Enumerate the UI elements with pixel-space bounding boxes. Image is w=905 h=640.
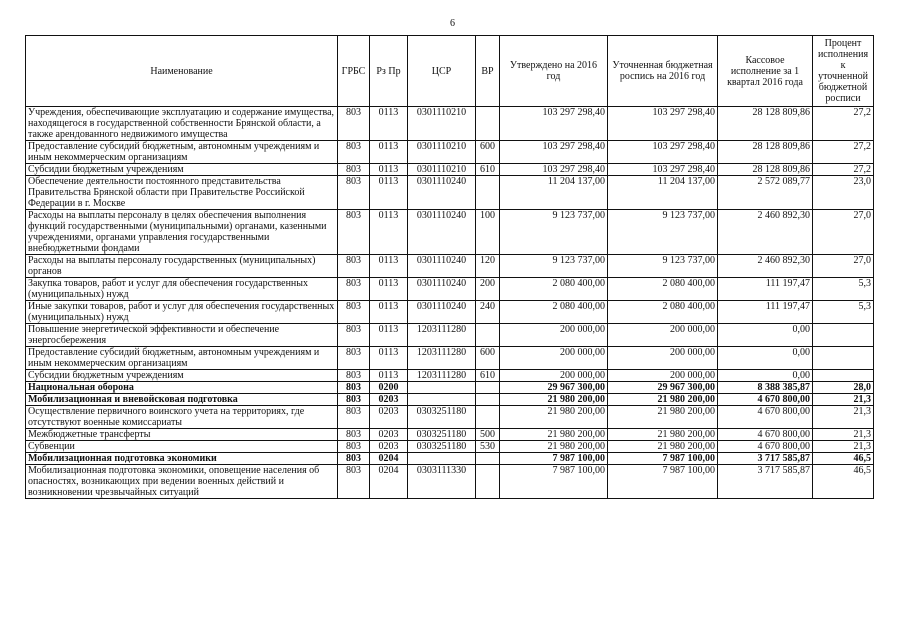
cell-rzpr: 0203 (370, 429, 408, 441)
cell-grbs: 803 (338, 453, 370, 465)
cell-rzpr: 0113 (370, 210, 408, 255)
table-row (26, 324, 874, 347)
cell-grbs: 803 (338, 429, 370, 441)
cell-approved: 29 967 300,00 (500, 382, 608, 394)
cell-csr: 0301110240 (408, 278, 476, 301)
cell-vr (476, 406, 500, 429)
header-rzpr: Рз Пр (370, 36, 408, 107)
cell-percent: 46,5 (813, 453, 874, 465)
header-csr: ЦСР (408, 36, 476, 107)
cell-percent: 27,0 (813, 210, 874, 255)
cell-grbs: 803 (338, 324, 370, 347)
cell-name: Мобилизационная подготовка экономики (26, 453, 338, 465)
cell-approved: 200 000,00 (500, 370, 608, 382)
cell-vr: 530 (476, 441, 500, 453)
cell-executed: 2 460 892,30 (718, 210, 813, 255)
table-row (26, 210, 874, 255)
cell-grbs: 803 (338, 278, 370, 301)
cell-rzpr: 0203 (370, 441, 408, 453)
cell-percent: 21,3 (813, 394, 874, 406)
cell-percent: 27,2 (813, 141, 874, 164)
cell-executed: 0,00 (718, 370, 813, 382)
table-header-row (26, 36, 874, 107)
table-row (26, 394, 874, 406)
cell-approved: 200 000,00 (500, 347, 608, 370)
cell-csr: 0301110210 (408, 107, 476, 141)
cell-name: Национальная оборона (26, 382, 338, 394)
header-approved: Утверждено на 2016 год (500, 36, 608, 107)
cell-approved: 7 987 100,00 (500, 453, 608, 465)
cell-percent: 21,3 (813, 429, 874, 441)
header-grbs: ГРБС (338, 36, 370, 107)
table-row (26, 453, 874, 465)
header-percent: Процент исполнения к уточненной бюджетной росписи (813, 36, 874, 107)
cell-rzpr: 0113 (370, 347, 408, 370)
cell-refined: 103 297 298,40 (608, 141, 718, 164)
cell-refined: 103 297 298,40 (608, 164, 718, 176)
cell-rzpr: 0113 (370, 370, 408, 382)
cell-csr: 0301110240 (408, 176, 476, 210)
cell-grbs: 803 (338, 301, 370, 324)
cell-vr: 500 (476, 429, 500, 441)
cell-grbs: 803 (338, 164, 370, 176)
cell-name: Мобилизационная подготовка экономики, оповещение населения об опасностях, возникающих при ведении военных действий и возникновении чрезвычайных ситуаций (26, 465, 338, 499)
cell-executed: 28 128 809,86 (718, 141, 813, 164)
cell-name: Субсидии бюджетным учреждениям (26, 164, 338, 176)
cell-grbs: 803 (338, 210, 370, 255)
cell-rzpr: 0113 (370, 176, 408, 210)
cell-approved: 21 980 200,00 (500, 429, 608, 441)
cell-percent: 27,2 (813, 107, 874, 141)
cell-refined: 103 297 298,40 (608, 107, 718, 141)
cell-name: Субвенции (26, 441, 338, 453)
cell-executed: 4 670 800,00 (718, 394, 813, 406)
cell-rzpr: 0113 (370, 278, 408, 301)
cell-vr (476, 382, 500, 394)
cell-name: Предоставление субсидий бюджетным, автономным учреждениям и иным некоммерческим организациям (26, 141, 338, 164)
cell-name: Иные закупки товаров, работ и услуг для обеспечения государственных (муниципальных) нужд (26, 301, 338, 324)
cell-name: Предоставление субсидий бюджетным, автономным учреждениям и иным некоммерческим организациям (26, 347, 338, 370)
cell-vr: 100 (476, 210, 500, 255)
cell-refined: 9 123 737,00 (608, 255, 718, 278)
cell-refined: 21 980 200,00 (608, 429, 718, 441)
cell-name: Учреждения, обеспечивающие эксплуатацию и содержание имущества, находящегося в государственной собственности Брянской области, а также арендованного недвижимого имущества (26, 107, 338, 141)
cell-grbs: 803 (338, 465, 370, 499)
cell-vr (476, 394, 500, 406)
cell-vr: 610 (476, 164, 500, 176)
cell-grbs: 803 (338, 370, 370, 382)
cell-refined: 29 967 300,00 (608, 382, 718, 394)
cell-csr: 1203111280 (408, 370, 476, 382)
cell-refined: 21 980 200,00 (608, 406, 718, 429)
cell-grbs: 803 (338, 255, 370, 278)
table-row (26, 406, 874, 429)
cell-rzpr: 0204 (370, 465, 408, 499)
cell-grbs: 803 (338, 394, 370, 406)
cell-refined: 200 000,00 (608, 370, 718, 382)
cell-vr: 600 (476, 347, 500, 370)
cell-executed: 4 670 800,00 (718, 441, 813, 453)
cell-executed: 111 197,47 (718, 278, 813, 301)
cell-csr: 1203111280 (408, 347, 476, 370)
cell-refined: 21 980 200,00 (608, 394, 718, 406)
cell-approved: 103 297 298,40 (500, 141, 608, 164)
cell-vr: 120 (476, 255, 500, 278)
cell-approved: 21 980 200,00 (500, 441, 608, 453)
cell-refined: 9 123 737,00 (608, 210, 718, 255)
cell-approved: 2 080 400,00 (500, 301, 608, 324)
cell-percent: 23,0 (813, 176, 874, 210)
cell-percent: 21,3 (813, 406, 874, 429)
cell-refined: 7 987 100,00 (608, 465, 718, 499)
cell-percent: 27,2 (813, 164, 874, 176)
cell-percent (813, 324, 874, 347)
header-vr: ВР (476, 36, 500, 107)
cell-executed: 3 717 585,87 (718, 465, 813, 499)
cell-refined: 11 204 137,00 (608, 176, 718, 210)
cell-name: Закупка товаров, работ и услуг для обеспечения государственных (муниципальных) нужд (26, 278, 338, 301)
cell-csr: 0301110240 (408, 210, 476, 255)
table-row (26, 301, 874, 324)
cell-approved: 21 980 200,00 (500, 394, 608, 406)
cell-approved: 103 297 298,40 (500, 107, 608, 141)
cell-refined: 2 080 400,00 (608, 278, 718, 301)
table-row (26, 176, 874, 210)
cell-grbs: 803 (338, 176, 370, 210)
cell-percent: 46,5 (813, 465, 874, 499)
cell-csr: 1203111280 (408, 324, 476, 347)
header-refined: Уточненная бюджетная роспись на 2016 год (608, 36, 718, 107)
cell-approved: 11 204 137,00 (500, 176, 608, 210)
cell-refined: 2 080 400,00 (608, 301, 718, 324)
cell-vr: 610 (476, 370, 500, 382)
cell-rzpr: 0113 (370, 141, 408, 164)
cell-percent: 5,3 (813, 278, 874, 301)
cell-vr (476, 324, 500, 347)
cell-grbs: 803 (338, 382, 370, 394)
table-row (26, 107, 874, 141)
cell-approved: 103 297 298,40 (500, 164, 608, 176)
cell-executed: 0,00 (718, 324, 813, 347)
cell-grbs: 803 (338, 441, 370, 453)
cell-name: Повышение энергетической эффективности и обеспечение энергосбережения (26, 324, 338, 347)
cell-executed: 8 388 385,87 (718, 382, 813, 394)
table-row (26, 141, 874, 164)
cell-approved: 9 123 737,00 (500, 255, 608, 278)
cell-name: Осуществление первичного воинского учета на территориях, где отсутствуют военные комиссариаты (26, 406, 338, 429)
cell-percent (813, 347, 874, 370)
cell-grbs: 803 (338, 107, 370, 141)
cell-vr (476, 176, 500, 210)
cell-rzpr: 0203 (370, 394, 408, 406)
table-row (26, 465, 874, 499)
cell-executed: 28 128 809,86 (718, 164, 813, 176)
cell-rzpr: 0113 (370, 164, 408, 176)
cell-grbs: 803 (338, 141, 370, 164)
cell-csr: 0301110240 (408, 301, 476, 324)
table-row (26, 429, 874, 441)
cell-rzpr: 0113 (370, 107, 408, 141)
cell-percent: 5,3 (813, 301, 874, 324)
cell-refined: 7 987 100,00 (608, 453, 718, 465)
cell-executed: 0,00 (718, 347, 813, 370)
cell-name: Субсидии бюджетным учреждениям (26, 370, 338, 382)
cell-vr: 240 (476, 301, 500, 324)
cell-vr: 200 (476, 278, 500, 301)
cell-executed: 3 717 585,87 (718, 453, 813, 465)
cell-rzpr: 0203 (370, 406, 408, 429)
cell-grbs: 803 (338, 406, 370, 429)
header-name: Наименование (26, 36, 338, 107)
cell-name: Обеспечение деятельности постоянного представительства Правительства Брянской области при Правительстве Российской Федерации в г. Москве (26, 176, 338, 210)
table-row (26, 164, 874, 176)
header-executed: Кассовое исполнение за 1 квартал 2016 года (718, 36, 813, 107)
cell-csr: 0303251180 (408, 406, 476, 429)
table-row (26, 347, 874, 370)
cell-csr: 0301110240 (408, 255, 476, 278)
cell-vr (476, 107, 500, 141)
table-body (26, 107, 874, 499)
cell-rzpr: 0113 (370, 255, 408, 278)
table-row (26, 382, 874, 394)
cell-name: Расходы на выплаты персоналу государственных (муниципальных) органов (26, 255, 338, 278)
cell-csr: 0301110210 (408, 164, 476, 176)
cell-refined: 200 000,00 (608, 347, 718, 370)
cell-vr (476, 465, 500, 499)
cell-rzpr: 0113 (370, 301, 408, 324)
cell-approved: 21 980 200,00 (500, 406, 608, 429)
cell-rzpr: 0113 (370, 324, 408, 347)
cell-vr: 600 (476, 141, 500, 164)
table-row (26, 255, 874, 278)
cell-csr: 0303251180 (408, 429, 476, 441)
table-row (26, 441, 874, 453)
cell-executed: 28 128 809,86 (718, 107, 813, 141)
cell-executed: 111 197,47 (718, 301, 813, 324)
cell-executed: 4 670 800,00 (718, 429, 813, 441)
cell-executed: 2 460 892,30 (718, 255, 813, 278)
cell-percent (813, 370, 874, 382)
cell-csr (408, 394, 476, 406)
cell-approved: 200 000,00 (500, 324, 608, 347)
table-row (26, 370, 874, 382)
cell-approved: 7 987 100,00 (500, 465, 608, 499)
page-number: 6 (450, 18, 455, 29)
cell-name: Расходы на выплаты персоналу в целях обеспечения выполнения функций государственными (муниципальными) органами, казенными учреждениями, органами управления государственными внебюджетными фондами (26, 210, 338, 255)
cell-vr (476, 453, 500, 465)
cell-csr (408, 382, 476, 394)
cell-approved: 9 123 737,00 (500, 210, 608, 255)
cell-grbs: 803 (338, 347, 370, 370)
cell-refined: 21 980 200,00 (608, 441, 718, 453)
table-row (26, 278, 874, 301)
cell-name: Межбюджетные трансферты (26, 429, 338, 441)
cell-csr: 0301110210 (408, 141, 476, 164)
cell-refined: 200 000,00 (608, 324, 718, 347)
cell-executed: 4 670 800,00 (718, 406, 813, 429)
cell-executed: 2 572 089,77 (718, 176, 813, 210)
cell-rzpr: 0200 (370, 382, 408, 394)
cell-name: Мобилизационная и вневойсковая подготовка (26, 394, 338, 406)
cell-csr: 0303111330 (408, 465, 476, 499)
cell-csr (408, 453, 476, 465)
cell-percent: 27,0 (813, 255, 874, 278)
cell-rzpr: 0204 (370, 453, 408, 465)
cell-percent: 28,0 (813, 382, 874, 394)
cell-percent: 21,3 (813, 441, 874, 453)
budget-execution-table (25, 35, 874, 499)
cell-approved: 2 080 400,00 (500, 278, 608, 301)
cell-csr: 0303251180 (408, 441, 476, 453)
